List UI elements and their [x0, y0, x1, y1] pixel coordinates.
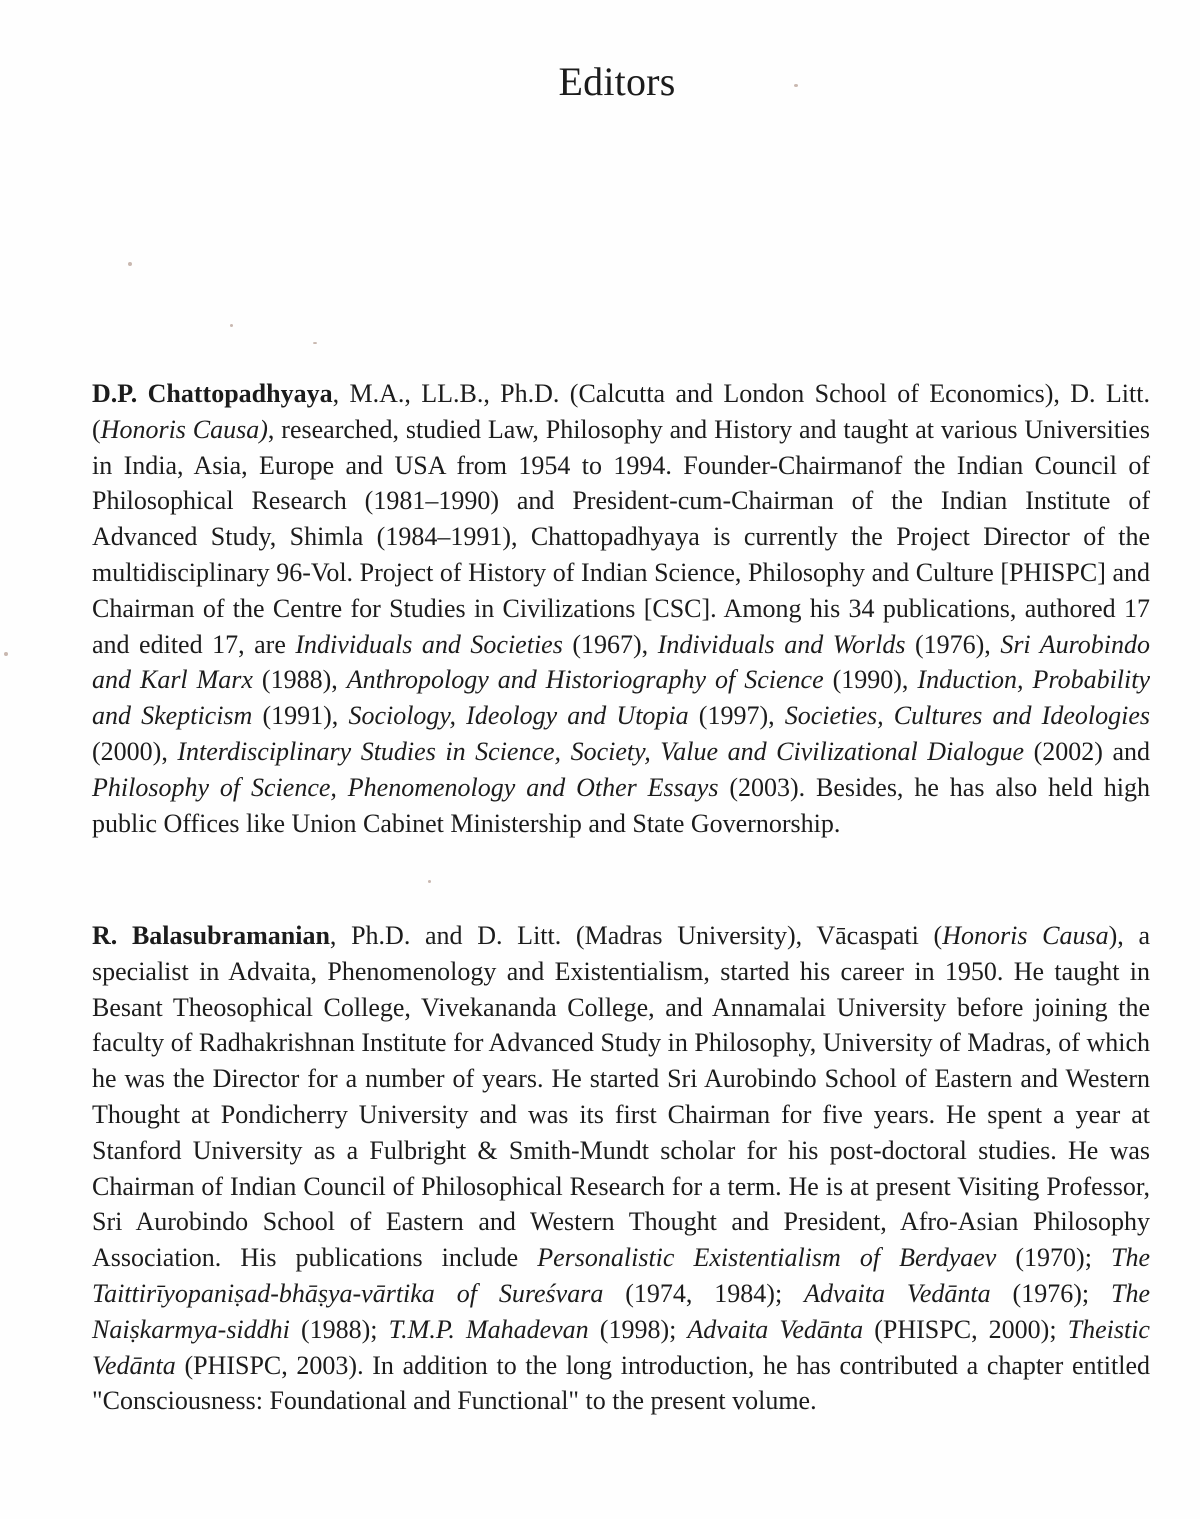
publication-title: Honoris Causa [942, 921, 1109, 950]
editor-name: R. Balasubramanian [92, 921, 330, 950]
bio-text: (1990), [823, 665, 918, 695]
bio-text: (2000), [92, 736, 178, 766]
scan-speck [428, 880, 431, 883]
publication-title: The Taittirīyopaniṣad-bhāṣya-vārtika of Sureśvara [92, 1243, 1150, 1308]
page-title: Editors [558, 59, 676, 104]
publication-title: Sri Aurobindo and Karl Marx [92, 629, 1150, 695]
bio-text: (1970); [996, 1243, 1111, 1273]
publication-title: T.M.P. Mahadevan [388, 1314, 589, 1344]
scan-speck [4, 652, 8, 656]
bio-text: (PHISPC, 2003). In addition to the long introduction, he has contributed a chapter entitled "Consciousness: Foundational and Functional" to the present volume. [92, 1350, 1150, 1416]
publication-title: Advaita Vedānta [804, 1278, 991, 1308]
publication-title: Sociology, Ideology and Utopia [348, 701, 689, 731]
publication-title: Philosophy of Science, Phenomenology and Other Essays [92, 772, 719, 802]
publication-title: Honoris Causa) [100, 414, 268, 444]
bio-text: (1976); [990, 1278, 1111, 1308]
scan-speck [230, 324, 233, 327]
publication-title: Advaita Vedānta [687, 1314, 864, 1344]
bio-text: (1988); [289, 1314, 389, 1344]
publication-title: Individuals and Worlds [657, 629, 906, 659]
editor-name: D.P. Chattopadhyaya [92, 379, 333, 408]
publication-title: Personalistic Existentialism of Berdyaev [537, 1243, 997, 1273]
publication-title: Anthropology and Historiography of Science [346, 665, 824, 695]
bio-text: (1998); [588, 1314, 688, 1344]
bio-text: (1967), [562, 629, 658, 659]
bio-text: , M.A., LL.B., Ph.D. (Calcutta and London School of Economics), D. Litt. ( [92, 379, 1150, 444]
publication-title: Induction, Probability and Skepticism [92, 665, 1150, 731]
bio-text: (1997), [688, 701, 785, 731]
bio-text: ), a specialist in Advaita, Phenomenology and Existentialism, started his career in 1950. He taught in Besant Theosophical College, Vivekananda College, and Annamalai University before joining the faculty of Radhakrishnan Institute for Advanced Study in Philosophy, University of Madras, of which he was the Director for a number of years. He started Sri Aurobindo School of Eastern and Western Thought at Pondicherry University and was its first Chairman for five years. He spent a year at Stanford University as a Fulbright & Smith-Mundt scholar for his post-doctoral studies. He was Chairman of Indian Council of Philosophical Research for a term. He is at present Visiting Professor, Sri Aurobindo School of Eastern and Western Thought and President, Afro-Asian Philosophy Association. His publications include [92, 921, 1150, 1273]
bio-text: (1991), [252, 701, 349, 731]
publication-title: The Naiṣkarmya-siddhi [92, 1278, 1150, 1344]
bio-text: (2002) and [1024, 736, 1150, 766]
publication-title: Individuals and Societies [295, 629, 563, 659]
bio-text: (PHISPC, 2000); [863, 1314, 1068, 1344]
scan-speck [128, 262, 132, 266]
publication-title: Societies, Cultures and Ideologies [784, 701, 1150, 731]
publication-title: Interdisciplinary Studies in Science, Society, Value and Civilizational Dialogue [177, 736, 1025, 766]
scan-speck [313, 342, 317, 344]
bio-text: (2003). Besides, he has also held high public Offices like Union Cabinet Ministership and State Governorship. [92, 772, 1151, 838]
bio-text: , Ph.D. and D. Litt. (Madras University), Vācaspati ( [329, 921, 943, 950]
editor-bio-balasubramanian [92, 918, 1150, 1419]
bio-text: (1988), [252, 665, 347, 695]
editor-bio-chattopadhyaya [92, 376, 1150, 841]
bio-text: , researched, studied Law, Philosophy and History and taught at various Universities in India, Asia, Europe and USA from 1954 to 1994. Founder-Chairmanof the Indian Council of Philosophical Research (1981–1990) and President-cum-Chairman of the Indian Institute of Advanced Study, Shimla (1984–1991), Chattopadhyaya is currently the Project Director of the multidisciplinary 96-Vol. Project of History of Indian Science, Philosophy and Culture [PHISPC] and Chairman of the Centre for Studies in Civilizations [CSC]. Among his 34 publications, authored 17 and edited 17, are [92, 414, 1150, 659]
scan-speck [794, 84, 798, 87]
bio-text: (1974, 1984); [603, 1278, 805, 1308]
publication-title: Theistic Vedānta [92, 1314, 1150, 1380]
bio-text: (1976), [905, 629, 1001, 659]
